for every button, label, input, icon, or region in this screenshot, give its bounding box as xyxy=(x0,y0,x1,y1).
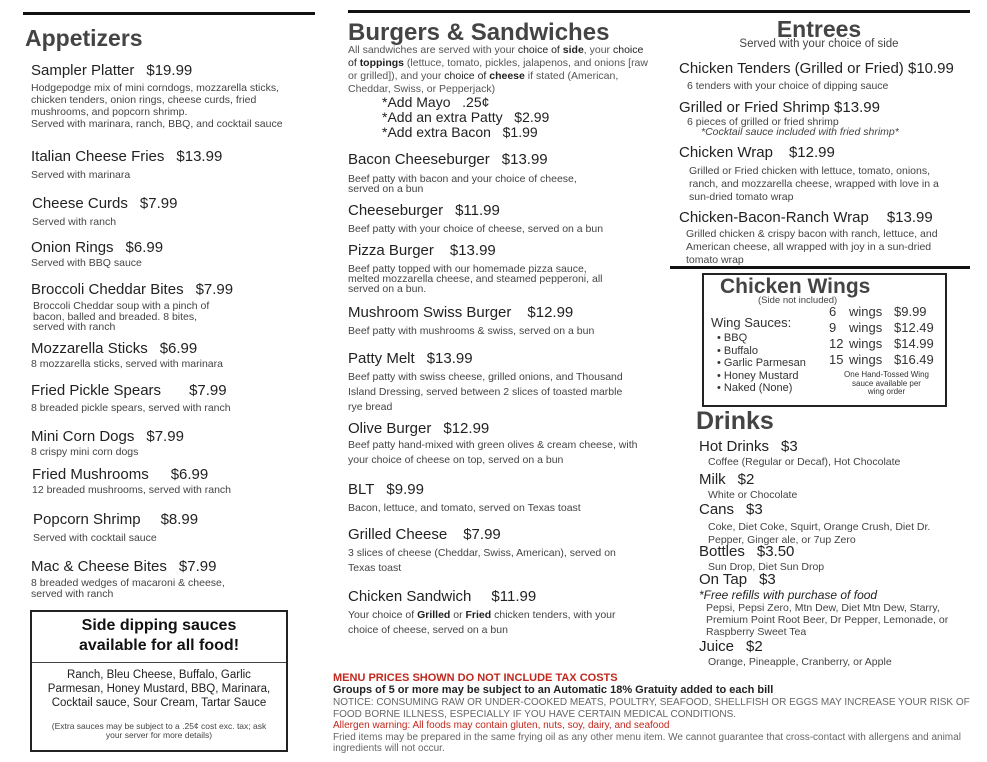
menu-item xyxy=(348,481,648,516)
item-desc: Grilled chicken & crispy bacon with ranch, lettuce, and American cheese, all wrapped with joy in a sun-dried tomato wrap xyxy=(686,228,938,266)
item-price: $3 xyxy=(746,501,763,518)
item-name: Mozzarella Sticks xyxy=(31,340,148,357)
wing-size-row: 9 wings $12.49 xyxy=(829,320,934,335)
item-desc: 6 tenders with your choice of dipping sauce xyxy=(687,80,889,92)
allergen-warning: Allergen warning: All foods may contain gluten, nuts, soy, dairy, and seafood xyxy=(333,720,670,731)
item-price: $7.99 xyxy=(139,195,178,212)
item-price: $12.99 xyxy=(788,144,835,161)
wing-sauce: • Garlic Parmesan xyxy=(717,357,806,370)
menu-item xyxy=(32,466,332,496)
item-price: $2 xyxy=(746,638,763,655)
item-price: $2 xyxy=(737,471,755,488)
item-name: Grilled Cheese xyxy=(348,526,448,543)
menu-item xyxy=(348,304,648,337)
section-heading: Burgers & Sandwiches xyxy=(348,19,610,46)
menu-item xyxy=(348,242,618,294)
item-price: $7.99 xyxy=(189,382,227,399)
item-price: $11.99 xyxy=(455,202,500,219)
item-name: Hot Drinks xyxy=(699,438,770,455)
item-price: $7.99 xyxy=(195,281,234,298)
addon-item: *Add extra Bacon $1.99 xyxy=(382,124,538,140)
item-desc: Beef patty with swiss cheese, grilled onions, and Thousand Island Dressing, served between 2 slices of toasted marble rye bread xyxy=(348,371,623,413)
wing-sauce: • Honey Mustard xyxy=(717,370,806,383)
drink-item xyxy=(699,471,987,501)
item-desc: Beef patty with your choice of cheese, served on a bun xyxy=(348,223,604,235)
item-price: $3 xyxy=(781,438,798,455)
item-desc: Served with marinara, ranch, BBQ, and cocktail sauce xyxy=(31,118,283,130)
item-desc: Grilled or Fried chicken with lettuce, tomato, onions, ranch, and mozzarella cheese, wrapped with love in a sun-dried tomato wrap xyxy=(689,165,939,203)
item-name: Popcorn Shrimp xyxy=(33,511,141,528)
item-price: $11.99 xyxy=(491,588,537,605)
gratuity-notice: Groups of 5 or more may be subject to an Automatic 18% Gratuity added to each bill xyxy=(333,684,774,696)
item-desc: Coffee (Regular or Decaf), Hot Chocolate xyxy=(708,456,901,468)
item-desc: 8 breaded wedges of macaroni & cheese, served with ranch xyxy=(31,577,225,600)
item-desc: 8 crispy mini corn dogs xyxy=(31,446,139,458)
item-name: Bottles xyxy=(699,543,745,560)
item-desc: Hodgepodge mix of mini corndogs, mozzarella sticks, chicken tenders, onion rings, cheese curds, fried mushrooms, and popcorn shrimp. xyxy=(31,82,280,118)
drink-item xyxy=(699,571,977,638)
menu-item xyxy=(31,281,331,333)
drink-item xyxy=(699,543,987,573)
item-price: $13.99 xyxy=(886,209,933,226)
item-name: Cheeseburger xyxy=(348,202,444,219)
wing-prices xyxy=(829,304,934,368)
menu-item xyxy=(348,588,638,638)
item-desc: Sun Drop, Diet Sun Drop xyxy=(708,561,825,573)
divider xyxy=(23,12,315,15)
item-price: $12.99 xyxy=(527,304,574,321)
drink-item xyxy=(699,638,987,668)
drink-item xyxy=(699,501,969,547)
item-price: $13.99 xyxy=(834,99,880,116)
item-name: Bacon Cheeseburger xyxy=(348,151,490,168)
item-name: Fried Mushrooms xyxy=(32,466,149,483)
menu-item xyxy=(679,99,979,137)
item-name: Broccoli Cheddar Bites xyxy=(31,281,184,298)
item-desc: Broccoli Cheddar soup with a pinch of bacon, balled and breaded. 8 bites, served with ranch xyxy=(33,300,210,333)
wings-heading: Chicken Wings xyxy=(720,275,871,298)
item-desc: Beef patty with mushrooms & swiss, served on a bun xyxy=(348,325,595,337)
item-price: $6.99 xyxy=(159,340,198,357)
item-name: Onion Rings xyxy=(31,239,114,256)
menu-item xyxy=(31,428,331,458)
item-desc: 8 mozzarella sticks, served with marinara xyxy=(31,358,223,370)
item-name: Olive Burger xyxy=(348,420,432,437)
wing-sauce: • BBQ xyxy=(717,332,806,345)
menu-item xyxy=(679,144,954,204)
item-name: Milk xyxy=(699,471,726,488)
menu-item xyxy=(31,148,331,181)
item-desc: 8 breaded pickle spears, served with ranch xyxy=(31,402,231,414)
item-desc: Beef patty hand-mixed with green olives & cream cheese, with your choice of cheese on top, served on a bun xyxy=(348,439,638,466)
menu-item xyxy=(348,202,648,235)
item-price: $6.99 xyxy=(125,239,164,256)
addons-list xyxy=(348,95,549,140)
item-name: Chicken Sandwich xyxy=(348,588,472,605)
menu-item xyxy=(679,209,954,267)
chicken-wings-box xyxy=(702,273,947,407)
sauces-note: (Extra sauces may be subject to a .25¢ cost exc. tax; ask your server for more details) xyxy=(51,721,267,740)
item-name: Mini Corn Dogs xyxy=(31,428,135,445)
wing-size-row: 6 wings $9.99 xyxy=(829,304,927,319)
menu-item xyxy=(31,558,251,600)
item-name: Fried Pickle Spears xyxy=(31,382,162,399)
item-desc: Pepsi, Pepsi Zero, Mtn Dew, Diet Mtn Dew, Starry, Premium Point Root Beer, Dr Pepper, Lemonade, or Raspberry Sweet Tea xyxy=(706,602,949,638)
item-price: $7.99 xyxy=(463,526,501,543)
wing-sauces-label: Wing Sauces: xyxy=(711,315,792,330)
wings-note: One Hand-Tossed Wing sauce available per wing order xyxy=(844,370,929,396)
item-desc: Your choice of Grilled or Fried chicken tenders, with your choice of cheese, served on a bun xyxy=(348,609,616,636)
menu-item xyxy=(348,350,633,415)
wing-size-row: 15 wings $16.49 xyxy=(829,352,934,367)
item-name: Chicken Tenders (Grilled or Fried) xyxy=(679,60,904,77)
item-price: $13.99 xyxy=(449,242,496,259)
item-name: BLT xyxy=(348,481,375,498)
wing-sauce: • Naked (None) xyxy=(717,382,806,395)
item-desc: Served with BBQ sauce xyxy=(31,257,142,269)
item-price: $13.99 xyxy=(501,151,548,168)
item-desc: Served with marinara xyxy=(31,169,131,181)
item-name: On Tap xyxy=(699,571,748,588)
item-price: $3 xyxy=(759,571,776,588)
menu-item xyxy=(31,239,331,269)
drink-item xyxy=(699,438,974,468)
footer-notices xyxy=(333,672,973,755)
item-desc: Served with ranch xyxy=(32,216,117,228)
item-name: Chicken-Bacon-Ranch Wrap xyxy=(679,209,869,226)
item-price: $7.99 xyxy=(146,428,184,445)
item-price: $13.99 xyxy=(176,148,223,165)
item-name: Juice xyxy=(699,638,735,655)
side-sauces-box xyxy=(30,610,288,752)
item-name: Pizza Burger xyxy=(348,242,434,259)
item-name: Chicken Wrap xyxy=(679,144,773,161)
menu-item xyxy=(679,60,979,92)
item-desc: 12 breaded mushrooms, served with ranch xyxy=(32,484,232,496)
wings-subtitle: (Side not included) xyxy=(758,295,838,306)
sauces-title: Side dipping sauces available for all food! xyxy=(78,617,240,654)
menu-item xyxy=(31,62,311,130)
item-desc: Served with cocktail sauce xyxy=(33,532,157,544)
menu-item xyxy=(32,195,332,228)
menu-item xyxy=(33,511,333,544)
item-name: Mushroom Swiss Burger xyxy=(348,304,512,321)
item-note: *Free refills with purchase of food xyxy=(699,588,878,602)
item-price: $13.99 xyxy=(426,350,473,367)
item-desc: Coke, Diet Coke, Squirt, Orange Crush, Diet Dr. Pepper, Ginger ale, or 7up Zero xyxy=(708,521,931,546)
item-desc: Beef patty topped with our homemade pizza sauce, melted mozzarella cheese, and steamed pepperoni, all served on a bun. xyxy=(348,263,603,295)
menu-item xyxy=(348,151,608,194)
item-desc: Bacon, lettuce, and tomato, served on Texas toast xyxy=(348,502,581,514)
wing-sauce: • Buffalo xyxy=(717,345,806,358)
menu-item xyxy=(348,526,643,576)
wing-sauce-list xyxy=(717,332,806,395)
item-note: *Cocktail sauce included with fried shrimp* xyxy=(701,126,899,138)
item-name: Cans xyxy=(699,501,735,518)
entrees-subtitle: Served with your choice of side xyxy=(739,38,899,50)
item-name: Cheese Curds xyxy=(32,195,128,212)
item-name: Mac & Cheese Bites xyxy=(31,558,167,575)
wing-size-row: 12 wings $14.99 xyxy=(829,336,934,351)
item-price: $6.99 xyxy=(170,466,209,483)
item-price: $8.99 xyxy=(160,511,199,528)
item-name: Sampler Platter xyxy=(31,62,135,79)
addon-item: *Add Mayo .25¢ xyxy=(382,94,490,110)
item-price: $10.99 xyxy=(907,60,954,77)
divider xyxy=(348,10,970,13)
item-desc: Beef patty with bacon and your choice of cheese, served on a bun xyxy=(348,173,577,195)
tax-notice: MENU PRICES SHOWN DO NOT INCLUDE TAX COSTS xyxy=(333,672,618,684)
item-name: Patty Melt xyxy=(348,350,415,367)
section-heading: Entrees xyxy=(776,16,862,42)
burgers-intro: All sandwiches are served with your choice of side, your choice of toppings (lettuce, tomato, pickles, jalapenos, and onions [raw or grilled]), and your choice of cheese if stated (American, Cheddar, Swiss, or Pepperjack) xyxy=(348,44,648,95)
item-desc: 6 pieces of grilled or fried shrimp xyxy=(687,116,839,128)
item-desc: Orange, Pineapple, Cranberry, or Apple xyxy=(708,656,892,668)
item-desc: White or Chocolate xyxy=(708,489,798,501)
menu-item xyxy=(31,340,331,370)
item-price: $3.50 xyxy=(756,543,795,560)
menu-item xyxy=(348,420,643,468)
section-heading: Drinks xyxy=(696,407,774,435)
menu-item xyxy=(31,382,331,414)
item-price: $9.99 xyxy=(386,481,424,498)
sauces-list: Ranch, Bleu Cheese, Buffalo, Garlic Parmesan, Honey Mustard, BBQ, Marinara, Cocktail sauce, Sour Cream, Tartar Sauce xyxy=(47,669,271,709)
item-desc: 3 slices of cheese (Cheddar, Swiss, American), served on Texas toast xyxy=(348,547,616,574)
fried-notice: Fried items may be prepared in the same frying oil as any other menu item. We cannot guarantee that cross-contact with allergens and animal ingredients will not occur. xyxy=(333,731,961,754)
item-name: Grilled or Fried Shrimp xyxy=(679,99,830,116)
item-price: $19.99 xyxy=(146,62,193,79)
item-price: $7.99 xyxy=(178,558,217,575)
item-name: Italian Cheese Fries xyxy=(31,148,165,165)
item-price: $12.99 xyxy=(443,420,490,437)
raw-food-notice: NOTICE: CONSUMING RAW OR UNDER-COOKED MEATS, POULTRY, SEAFOOD, SHELLFISH OR EGGS MAY INCREASE YOUR RISK OF FOOD BORNE ILLNESS, ESPECIALLY IF YOU HAVE CERTAIN MEDICAL CONDITIONS. xyxy=(333,697,970,720)
section-heading: Appetizers xyxy=(25,25,143,51)
addon-item: *Add an extra Patty $2.99 xyxy=(382,109,550,125)
